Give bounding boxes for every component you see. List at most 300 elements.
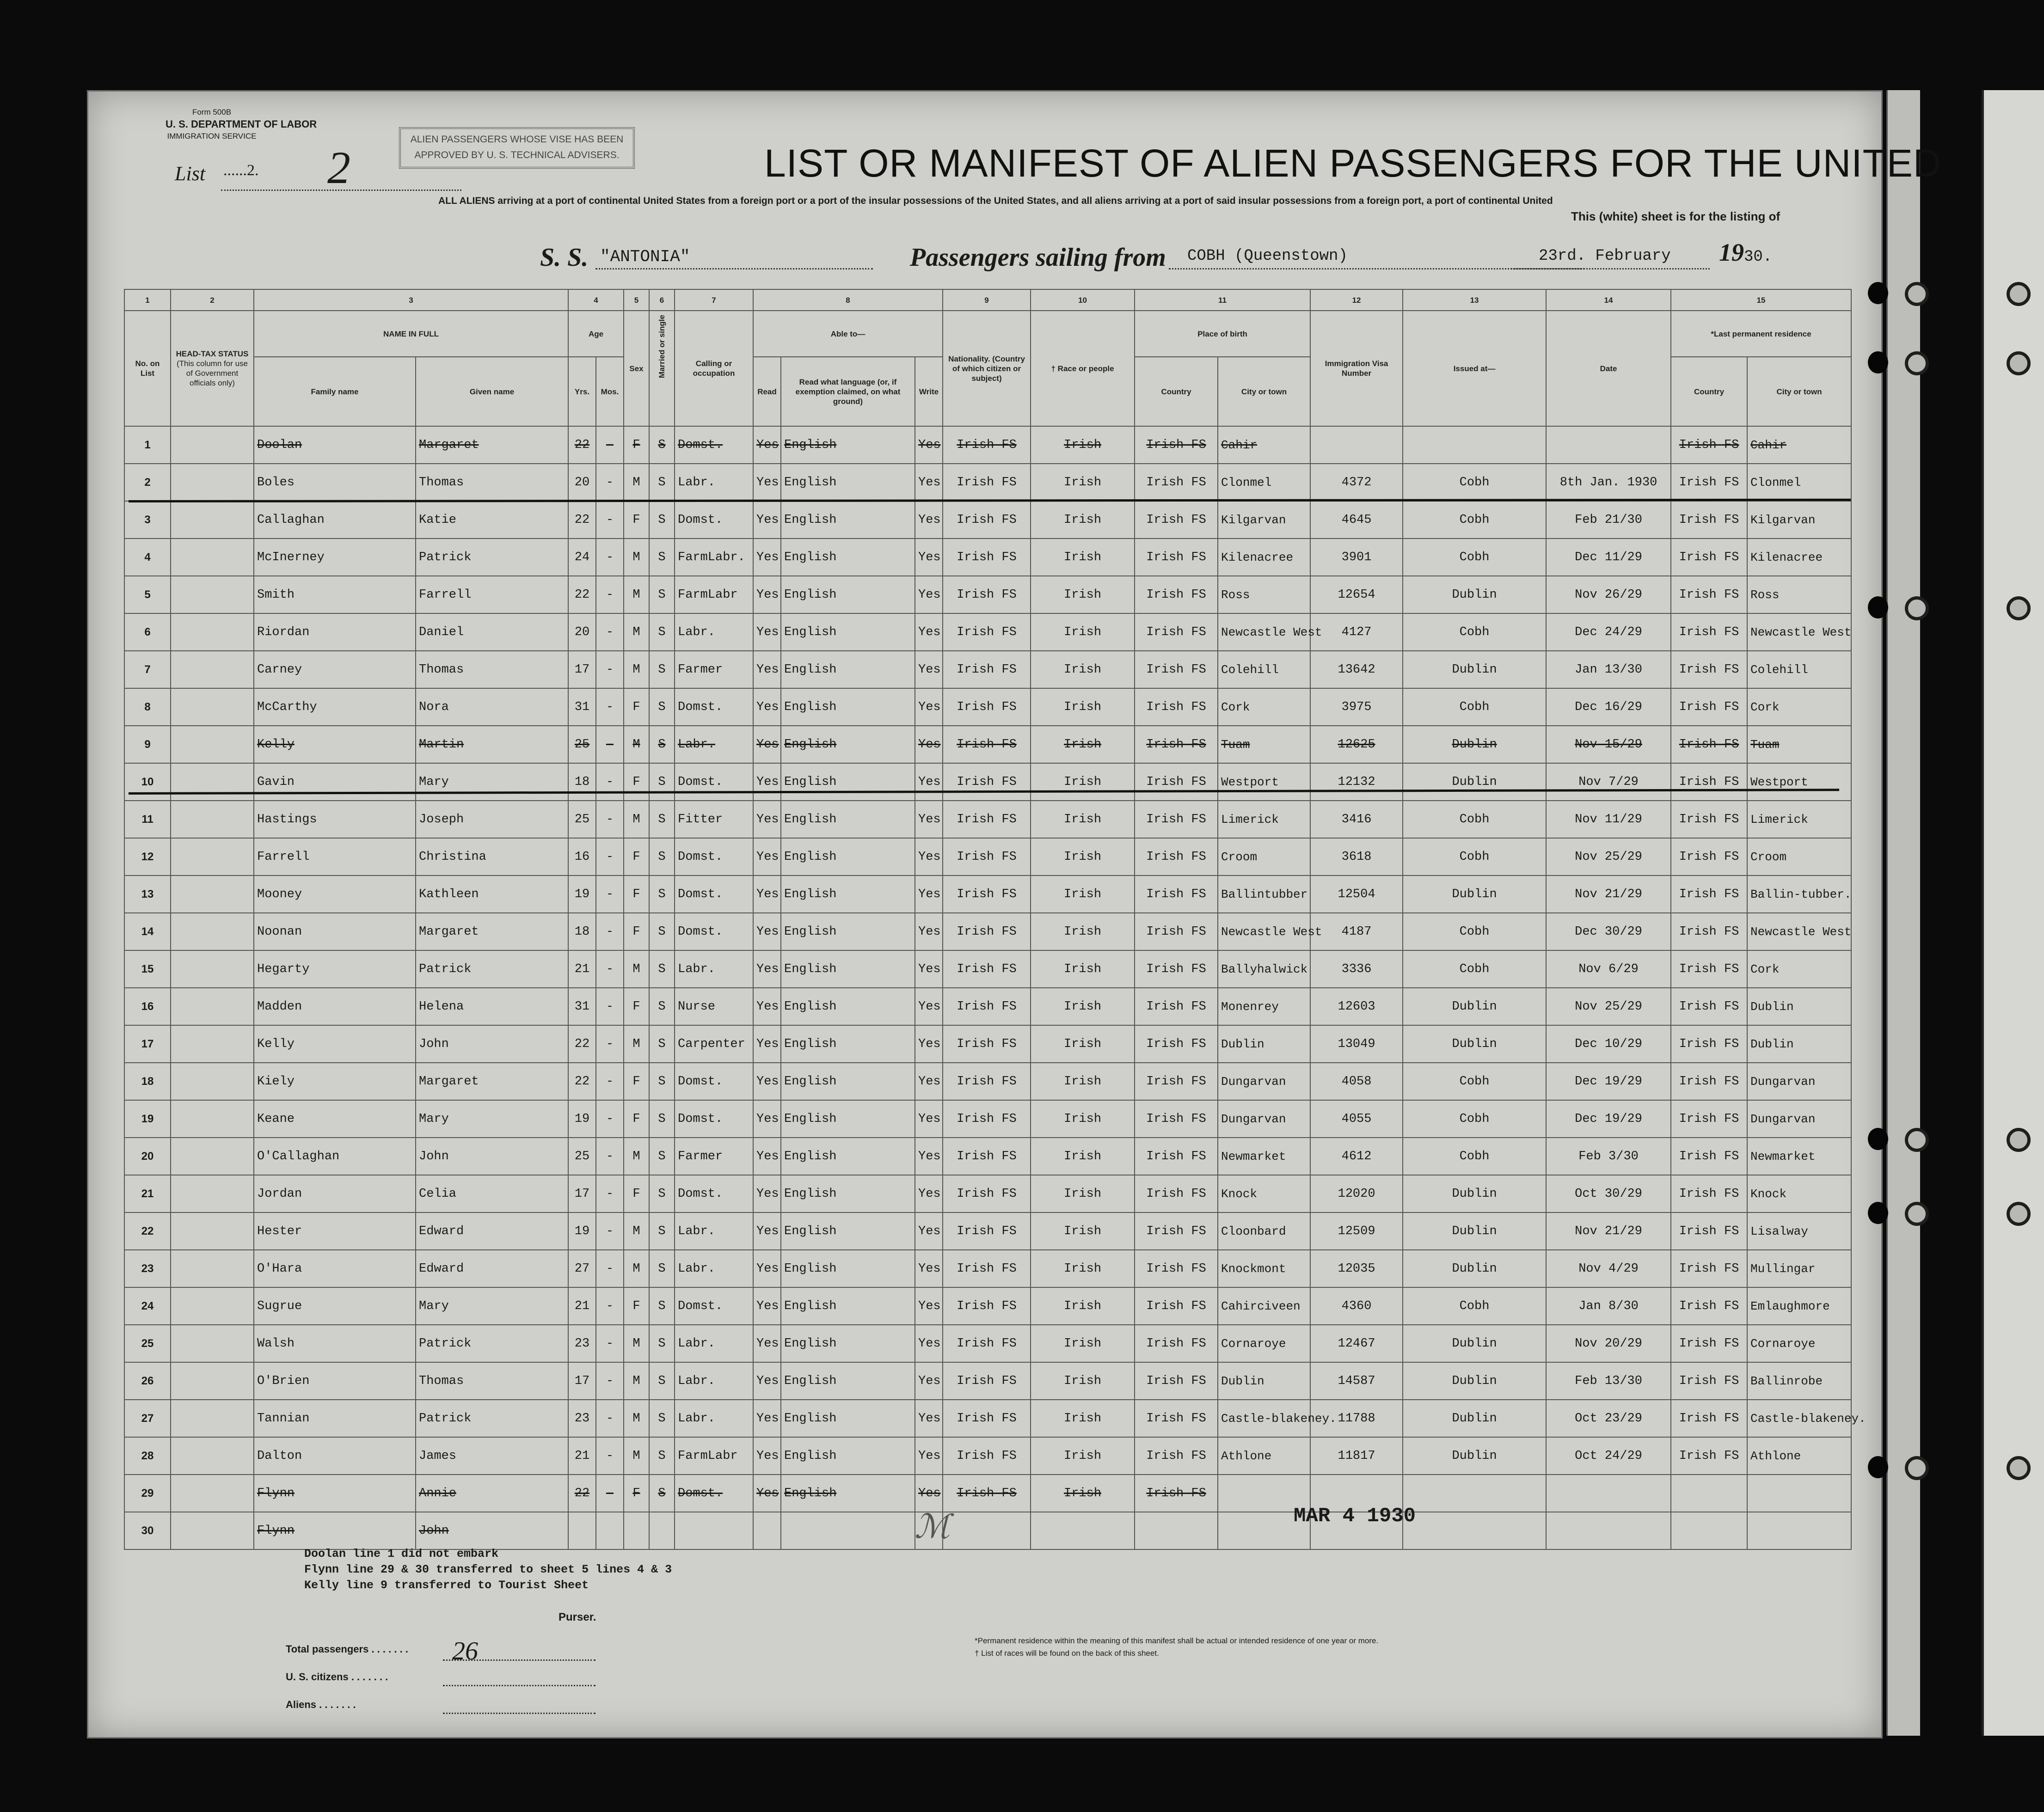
race: Irish bbox=[1031, 1100, 1135, 1138]
nationality: Irish FS bbox=[943, 576, 1031, 613]
row-number: 30 bbox=[124, 1512, 171, 1549]
age-months: - bbox=[596, 1175, 624, 1212]
birth-country: Irish FS bbox=[1135, 613, 1218, 651]
table-row bbox=[124, 726, 1851, 763]
sex: M bbox=[624, 1325, 649, 1362]
can-write: Yes bbox=[915, 1175, 943, 1212]
sex: F bbox=[624, 838, 649, 875]
can-read: Yes bbox=[753, 1437, 781, 1475]
sex: F bbox=[624, 426, 649, 464]
marital-status: S bbox=[649, 1400, 675, 1437]
visa-issued-at: Cobh bbox=[1403, 613, 1546, 651]
family-name: Farrell bbox=[254, 838, 416, 875]
read-language: English bbox=[781, 1400, 915, 1437]
visa-date bbox=[1546, 426, 1671, 464]
race: Irish bbox=[1031, 426, 1135, 464]
can-read: Yes bbox=[753, 1025, 781, 1063]
age-months bbox=[596, 1512, 624, 1549]
birth-city: Dungarvan bbox=[1218, 1100, 1310, 1138]
age-months: - bbox=[596, 1475, 624, 1512]
residence-country: Irish FS bbox=[1671, 1325, 1747, 1362]
visa-date: Nov 26/29 bbox=[1546, 576, 1671, 613]
residence-country: Irish FS bbox=[1671, 426, 1747, 464]
table-row bbox=[124, 539, 1851, 576]
can-read: Yes bbox=[753, 576, 781, 613]
birth-country: Irish FS bbox=[1135, 1325, 1218, 1362]
can-write: Yes bbox=[915, 1025, 943, 1063]
occupation: Domst. bbox=[675, 763, 753, 801]
residence-country: Irish FS bbox=[1671, 763, 1747, 801]
sex: F bbox=[624, 988, 649, 1025]
visa-date: Nov 15/29 bbox=[1546, 726, 1671, 763]
nationality: Irish FS bbox=[943, 1437, 1031, 1475]
occupation: Labr. bbox=[675, 613, 753, 651]
race: Irish bbox=[1031, 688, 1135, 726]
visa-date: Nov 11/29 bbox=[1546, 801, 1671, 838]
birth-country: Irish FS bbox=[1135, 1063, 1218, 1100]
given-name: Mary bbox=[416, 1100, 568, 1138]
inspector-signature: ℳ bbox=[915, 1507, 950, 1546]
visa-issued-at: Dublin bbox=[1403, 1025, 1546, 1063]
family-name: Hester bbox=[254, 1212, 416, 1250]
table-row bbox=[124, 1212, 1851, 1250]
head-tax-cell bbox=[171, 801, 254, 838]
can-write: Yes bbox=[915, 1475, 943, 1512]
read-language: English bbox=[781, 1138, 915, 1175]
nationality: Irish FS bbox=[943, 763, 1031, 801]
visa-issued-at: Cobh bbox=[1403, 913, 1546, 950]
occupation: Domst. bbox=[675, 426, 753, 464]
read-language: English bbox=[781, 1362, 915, 1400]
birth-city: Dublin bbox=[1218, 1362, 1310, 1400]
list-number: 2 bbox=[327, 142, 350, 193]
marital-status: S bbox=[649, 1325, 675, 1362]
birth-country: Irish FS bbox=[1135, 875, 1218, 913]
visa-issued-at: Dublin bbox=[1403, 651, 1546, 688]
given-name: Margaret bbox=[416, 426, 568, 464]
birth-city: Kilgarvan bbox=[1218, 501, 1310, 539]
sex: M bbox=[624, 1212, 649, 1250]
head-tax-cell bbox=[171, 464, 254, 501]
can-read: Yes bbox=[753, 950, 781, 988]
can-write: Yes bbox=[915, 576, 943, 613]
residence-country: Irish FS bbox=[1671, 1063, 1747, 1100]
total-passengers-label: Total passengers . . . . . . . bbox=[286, 1643, 408, 1655]
occupation: Nurse bbox=[675, 988, 753, 1025]
marital-status: S bbox=[649, 539, 675, 576]
row-number: 3 bbox=[124, 501, 171, 539]
family-name: O'Brien bbox=[254, 1362, 416, 1400]
can-read: Yes bbox=[753, 1475, 781, 1512]
family-name: Madden bbox=[254, 988, 416, 1025]
race: Irish bbox=[1031, 1025, 1135, 1063]
nationality: Irish FS bbox=[943, 1250, 1031, 1287]
race: Irish bbox=[1031, 875, 1135, 913]
can-write: Yes bbox=[915, 838, 943, 875]
can-read: Yes bbox=[753, 651, 781, 688]
given-name: John bbox=[416, 1138, 568, 1175]
age-months: - bbox=[596, 651, 624, 688]
header-no-on-list: No. on List bbox=[124, 311, 171, 426]
residence-country: Irish FS bbox=[1671, 1212, 1747, 1250]
residence-country: Irish FS bbox=[1671, 1100, 1747, 1138]
col-num: 6 bbox=[649, 289, 675, 311]
total-dotline bbox=[443, 1659, 595, 1661]
header-last-residence: *Last permanent residence bbox=[1671, 311, 1851, 357]
visa-issued-at: Dublin bbox=[1403, 576, 1546, 613]
can-write: Yes bbox=[915, 801, 943, 838]
can-write: Yes bbox=[915, 613, 943, 651]
birth-city: Limerick bbox=[1218, 801, 1310, 838]
given-name: Edward bbox=[416, 1212, 568, 1250]
age-years: 19 bbox=[568, 1100, 596, 1138]
col-num: 5 bbox=[624, 289, 649, 311]
age-years: 20 bbox=[568, 464, 596, 501]
table-row bbox=[124, 464, 1851, 501]
table-row bbox=[124, 1063, 1851, 1100]
visa-number: 4058 bbox=[1310, 1063, 1403, 1100]
family-name: McInerney bbox=[254, 539, 416, 576]
marital-status: S bbox=[649, 726, 675, 763]
header-calling: Calling or occupation bbox=[675, 311, 753, 426]
col-num: 1 bbox=[124, 289, 171, 311]
sex: F bbox=[624, 1100, 649, 1138]
row-number: 25 bbox=[124, 1325, 171, 1362]
residence-country: Irish FS bbox=[1671, 726, 1747, 763]
binding-ring bbox=[1905, 1456, 1929, 1480]
row-number: 6 bbox=[124, 613, 171, 651]
birth-country: Irish FS bbox=[1135, 464, 1218, 501]
race: Irish bbox=[1031, 988, 1135, 1025]
header-row-1 bbox=[124, 311, 1851, 357]
can-write: Yes bbox=[915, 875, 943, 913]
can-read: Yes bbox=[753, 1063, 781, 1100]
col-num: 11 bbox=[1135, 289, 1310, 311]
visa-number: 12603 bbox=[1310, 988, 1403, 1025]
table-row bbox=[124, 1287, 1851, 1325]
list-label: List bbox=[175, 162, 206, 185]
read-language: English bbox=[781, 913, 915, 950]
visa-issued-at bbox=[1403, 1475, 1546, 1512]
occupation: Labr. bbox=[675, 1325, 753, 1362]
residence-country: Irish FS bbox=[1671, 1437, 1747, 1475]
residence-city: Cahir bbox=[1747, 426, 1851, 464]
head-tax-cell bbox=[171, 1138, 254, 1175]
header-race: † Race or people bbox=[1031, 311, 1135, 426]
read-language: English bbox=[781, 426, 915, 464]
visa-number: 13049 bbox=[1310, 1025, 1403, 1063]
can-read: Yes bbox=[753, 913, 781, 950]
visa-number: 11817 bbox=[1310, 1437, 1403, 1475]
can-write: Yes bbox=[915, 726, 943, 763]
head-tax-cell bbox=[171, 576, 254, 613]
race: Irish bbox=[1031, 539, 1135, 576]
footnote-races: † List of races will be found on the back of this sheet. bbox=[975, 1649, 1159, 1658]
marital-status: S bbox=[649, 613, 675, 651]
can-write: Yes bbox=[915, 763, 943, 801]
nationality: Irish FS bbox=[943, 913, 1031, 950]
note-2: Flynn line 29 & 30 transferred to sheet 5 lines 4 & 3 bbox=[304, 1563, 672, 1576]
read-language: English bbox=[781, 1100, 915, 1138]
row-number: 5 bbox=[124, 576, 171, 613]
head-tax-cell bbox=[171, 1475, 254, 1512]
birth-country: Irish FS bbox=[1135, 1025, 1218, 1063]
table-row bbox=[124, 426, 1851, 464]
binding-ring bbox=[2007, 1202, 2031, 1226]
marital-status: S bbox=[649, 1250, 675, 1287]
age-years: 23 bbox=[568, 1400, 596, 1437]
sex: F bbox=[624, 1475, 649, 1512]
marital-status: S bbox=[649, 1475, 675, 1512]
read-language: English bbox=[781, 1287, 915, 1325]
ship-name: "ANTONIA" bbox=[600, 247, 690, 266]
birth-country: Irish FS bbox=[1135, 950, 1218, 988]
visa-date: Feb 21/30 bbox=[1546, 501, 1671, 539]
can-write: Yes bbox=[915, 501, 943, 539]
age-months: - bbox=[596, 1437, 624, 1475]
residence-country: Irish FS bbox=[1671, 950, 1747, 988]
visa-date: Dec 19/29 bbox=[1546, 1063, 1671, 1100]
occupation: Domst. bbox=[675, 875, 753, 913]
visa-issued-at bbox=[1403, 1512, 1546, 1549]
occupation: Farmer bbox=[675, 651, 753, 688]
read-language: English bbox=[781, 464, 915, 501]
col-num: 3 bbox=[254, 289, 568, 311]
can-write: Yes bbox=[915, 1100, 943, 1138]
race: Irish bbox=[1031, 576, 1135, 613]
age-months: - bbox=[596, 1287, 624, 1325]
residence-country: Irish FS bbox=[1671, 464, 1747, 501]
inspection-stamp-date: MAR 4 1930 bbox=[1294, 1505, 1416, 1528]
sex: M bbox=[624, 950, 649, 988]
visa-issued-at: Cobh bbox=[1403, 1138, 1546, 1175]
visa-number: 12132 bbox=[1310, 763, 1403, 801]
row-number: 23 bbox=[124, 1250, 171, 1287]
visa-date: Nov 7/29 bbox=[1546, 763, 1671, 801]
binding-ring bbox=[2007, 282, 2031, 306]
row-number: 22 bbox=[124, 1212, 171, 1250]
visa-issued-at: Dublin bbox=[1403, 1362, 1546, 1400]
race: Irish bbox=[1031, 1063, 1135, 1100]
marital-status: S bbox=[649, 1063, 675, 1100]
can-write: Yes bbox=[915, 913, 943, 950]
visa-number: 4187 bbox=[1310, 913, 1403, 950]
birth-city: Cloonbard bbox=[1218, 1212, 1310, 1250]
visa-number: 12654 bbox=[1310, 576, 1403, 613]
age-years: 24 bbox=[568, 539, 596, 576]
marital-status: S bbox=[649, 913, 675, 950]
col-num: 10 bbox=[1031, 289, 1135, 311]
marital-status: S bbox=[649, 1287, 675, 1325]
birth-city: Kilenacree bbox=[1218, 539, 1310, 576]
sex: M bbox=[624, 801, 649, 838]
can-write: Yes bbox=[915, 1362, 943, 1400]
stamp-line-2: APPROVED BY U. S. TECHNICAL ADVISERS. bbox=[414, 150, 620, 160]
given-name: Edward bbox=[416, 1250, 568, 1287]
given-name: Margaret bbox=[416, 1063, 568, 1100]
birth-country: Irish FS bbox=[1135, 576, 1218, 613]
col-num: 7 bbox=[675, 289, 753, 311]
occupation: FarmLabr. bbox=[675, 539, 753, 576]
head-tax-cell bbox=[171, 838, 254, 875]
table-row bbox=[124, 801, 1851, 838]
occupation: Fitter bbox=[675, 801, 753, 838]
visa-date bbox=[1546, 1512, 1671, 1549]
residence-city: Dungarvan bbox=[1747, 1063, 1851, 1100]
visa-number: 4645 bbox=[1310, 501, 1403, 539]
col-num: 15 bbox=[1671, 289, 1851, 311]
residence-city: Newmarket bbox=[1747, 1138, 1851, 1175]
can-read: Yes bbox=[753, 1287, 781, 1325]
can-write: Yes bbox=[915, 1437, 943, 1475]
col-num: 4 bbox=[568, 289, 624, 311]
age-years: 17 bbox=[568, 651, 596, 688]
age-months: - bbox=[596, 913, 624, 950]
birth-city: Clonmel bbox=[1218, 464, 1310, 501]
head-tax-cell bbox=[171, 726, 254, 763]
sex: F bbox=[624, 688, 649, 726]
race: Irish bbox=[1031, 1175, 1135, 1212]
date-dotline bbox=[1511, 268, 1710, 269]
race: Irish bbox=[1031, 913, 1135, 950]
can-read: Yes bbox=[753, 501, 781, 539]
header-family-name: Family name bbox=[254, 357, 416, 426]
departure-port: COBH (Queenstown) bbox=[1187, 247, 1348, 265]
family-name: Riordan bbox=[254, 613, 416, 651]
sex: M bbox=[624, 613, 649, 651]
can-read: Yes bbox=[753, 1138, 781, 1175]
race: Irish bbox=[1031, 763, 1135, 801]
nationality: Irish FS bbox=[943, 1325, 1031, 1362]
sex: M bbox=[624, 1250, 649, 1287]
visa-issued-at bbox=[1403, 426, 1546, 464]
birth-city: Colehill bbox=[1218, 651, 1310, 688]
age-months: - bbox=[596, 1100, 624, 1138]
race: Irish bbox=[1031, 1250, 1135, 1287]
sex: F bbox=[624, 913, 649, 950]
family-name: Flynn bbox=[254, 1512, 416, 1549]
age-months: - bbox=[596, 1362, 624, 1400]
table-row bbox=[124, 1025, 1851, 1063]
family-name: Callaghan bbox=[254, 501, 416, 539]
given-name: Margaret bbox=[416, 913, 568, 950]
marital-status: S bbox=[649, 1175, 675, 1212]
family-name: Flynn bbox=[254, 1475, 416, 1512]
age-years: 19 bbox=[568, 875, 596, 913]
residence-country bbox=[1671, 1475, 1747, 1512]
can-read: Yes bbox=[753, 875, 781, 913]
can-write: Yes bbox=[915, 651, 943, 688]
read-language: English bbox=[781, 651, 915, 688]
race: Irish bbox=[1031, 651, 1135, 688]
can-write: Yes bbox=[915, 1063, 943, 1100]
visa-issued-at: Dublin bbox=[1403, 1175, 1546, 1212]
table-row bbox=[124, 576, 1851, 613]
birth-country bbox=[1135, 1512, 1218, 1549]
visa-number: 12509 bbox=[1310, 1212, 1403, 1250]
visa-date: Jan 8/30 bbox=[1546, 1287, 1671, 1325]
header-read-what: Read what language (or, if exemption claimed, on what ground) bbox=[781, 357, 915, 426]
binding-ring bbox=[1905, 1202, 1929, 1226]
page-content bbox=[87, 90, 1942, 1736]
race: Irish bbox=[1031, 1437, 1135, 1475]
family-name: O'Hara bbox=[254, 1250, 416, 1287]
age-years: 25 bbox=[568, 726, 596, 763]
can-write: Yes bbox=[915, 1287, 943, 1325]
row-number: 13 bbox=[124, 875, 171, 913]
head-tax-cell bbox=[171, 1512, 254, 1549]
residence-city: Tuam bbox=[1747, 726, 1851, 763]
read-language: English bbox=[781, 1212, 915, 1250]
occupation: Labr. bbox=[675, 1400, 753, 1437]
residence-country: Irish FS bbox=[1671, 1400, 1747, 1437]
can-read: Yes bbox=[753, 688, 781, 726]
header-birth-city: City or town bbox=[1218, 357, 1310, 426]
given-name: John bbox=[416, 1025, 568, 1063]
header-date: Date bbox=[1546, 311, 1671, 426]
can-read: Yes bbox=[753, 464, 781, 501]
marital-status: S bbox=[649, 1362, 675, 1400]
note-1: Doolan line 1 did not embark bbox=[304, 1547, 499, 1561]
visa-issued-at: Dublin bbox=[1403, 1212, 1546, 1250]
table-row bbox=[124, 988, 1851, 1025]
visa-date: 8th Jan. 1930 bbox=[1546, 464, 1671, 501]
age-years: 20 bbox=[568, 613, 596, 651]
race: Irish bbox=[1031, 838, 1135, 875]
residence-country: Irish FS bbox=[1671, 1250, 1747, 1287]
table-row bbox=[124, 838, 1851, 875]
birth-country: Irish FS bbox=[1135, 1475, 1218, 1512]
birth-city: Dublin bbox=[1218, 1025, 1310, 1063]
header-issued-at: Issued at— bbox=[1403, 311, 1546, 426]
residence-city bbox=[1747, 1512, 1851, 1549]
header-years: Yrs. bbox=[568, 357, 596, 426]
race: Irish bbox=[1031, 1400, 1135, 1437]
residence-country: Irish FS bbox=[1671, 576, 1747, 613]
header-age: Age bbox=[568, 311, 624, 357]
occupation: Domst. bbox=[675, 838, 753, 875]
residence-city: Knock bbox=[1747, 1175, 1851, 1212]
table-row bbox=[124, 613, 1851, 651]
birth-country: Irish FS bbox=[1135, 1287, 1218, 1325]
sex: F bbox=[624, 763, 649, 801]
race: Irish bbox=[1031, 1362, 1135, 1400]
occupation: Labr. bbox=[675, 464, 753, 501]
birth-city: Dungarvan bbox=[1218, 1063, 1310, 1100]
occupation: Domst. bbox=[675, 501, 753, 539]
given-name: Thomas bbox=[416, 651, 568, 688]
visa-number: 13642 bbox=[1310, 651, 1403, 688]
residence-city: Ballinrobe bbox=[1747, 1362, 1851, 1400]
passenger-manifest-table bbox=[124, 289, 1866, 1550]
can-read: Yes bbox=[753, 539, 781, 576]
row-number: 8 bbox=[124, 688, 171, 726]
can-write: Yes bbox=[915, 1325, 943, 1362]
age-years: 21 bbox=[568, 1287, 596, 1325]
age-months: - bbox=[596, 1325, 624, 1362]
next-page-edge bbox=[1982, 90, 2044, 1736]
read-language: English bbox=[781, 539, 915, 576]
residence-city: Newcastle West bbox=[1747, 913, 1851, 950]
can-read: Yes bbox=[753, 1212, 781, 1250]
visa-number: 4612 bbox=[1310, 1138, 1403, 1175]
head-tax-cell bbox=[171, 950, 254, 988]
head-tax-cell bbox=[171, 539, 254, 576]
department-name: U. S. DEPARTMENT OF LABOR bbox=[166, 118, 317, 130]
race: Irish bbox=[1031, 1212, 1135, 1250]
visa-number: 3618 bbox=[1310, 838, 1403, 875]
birth-city: Monenrey bbox=[1218, 988, 1310, 1025]
